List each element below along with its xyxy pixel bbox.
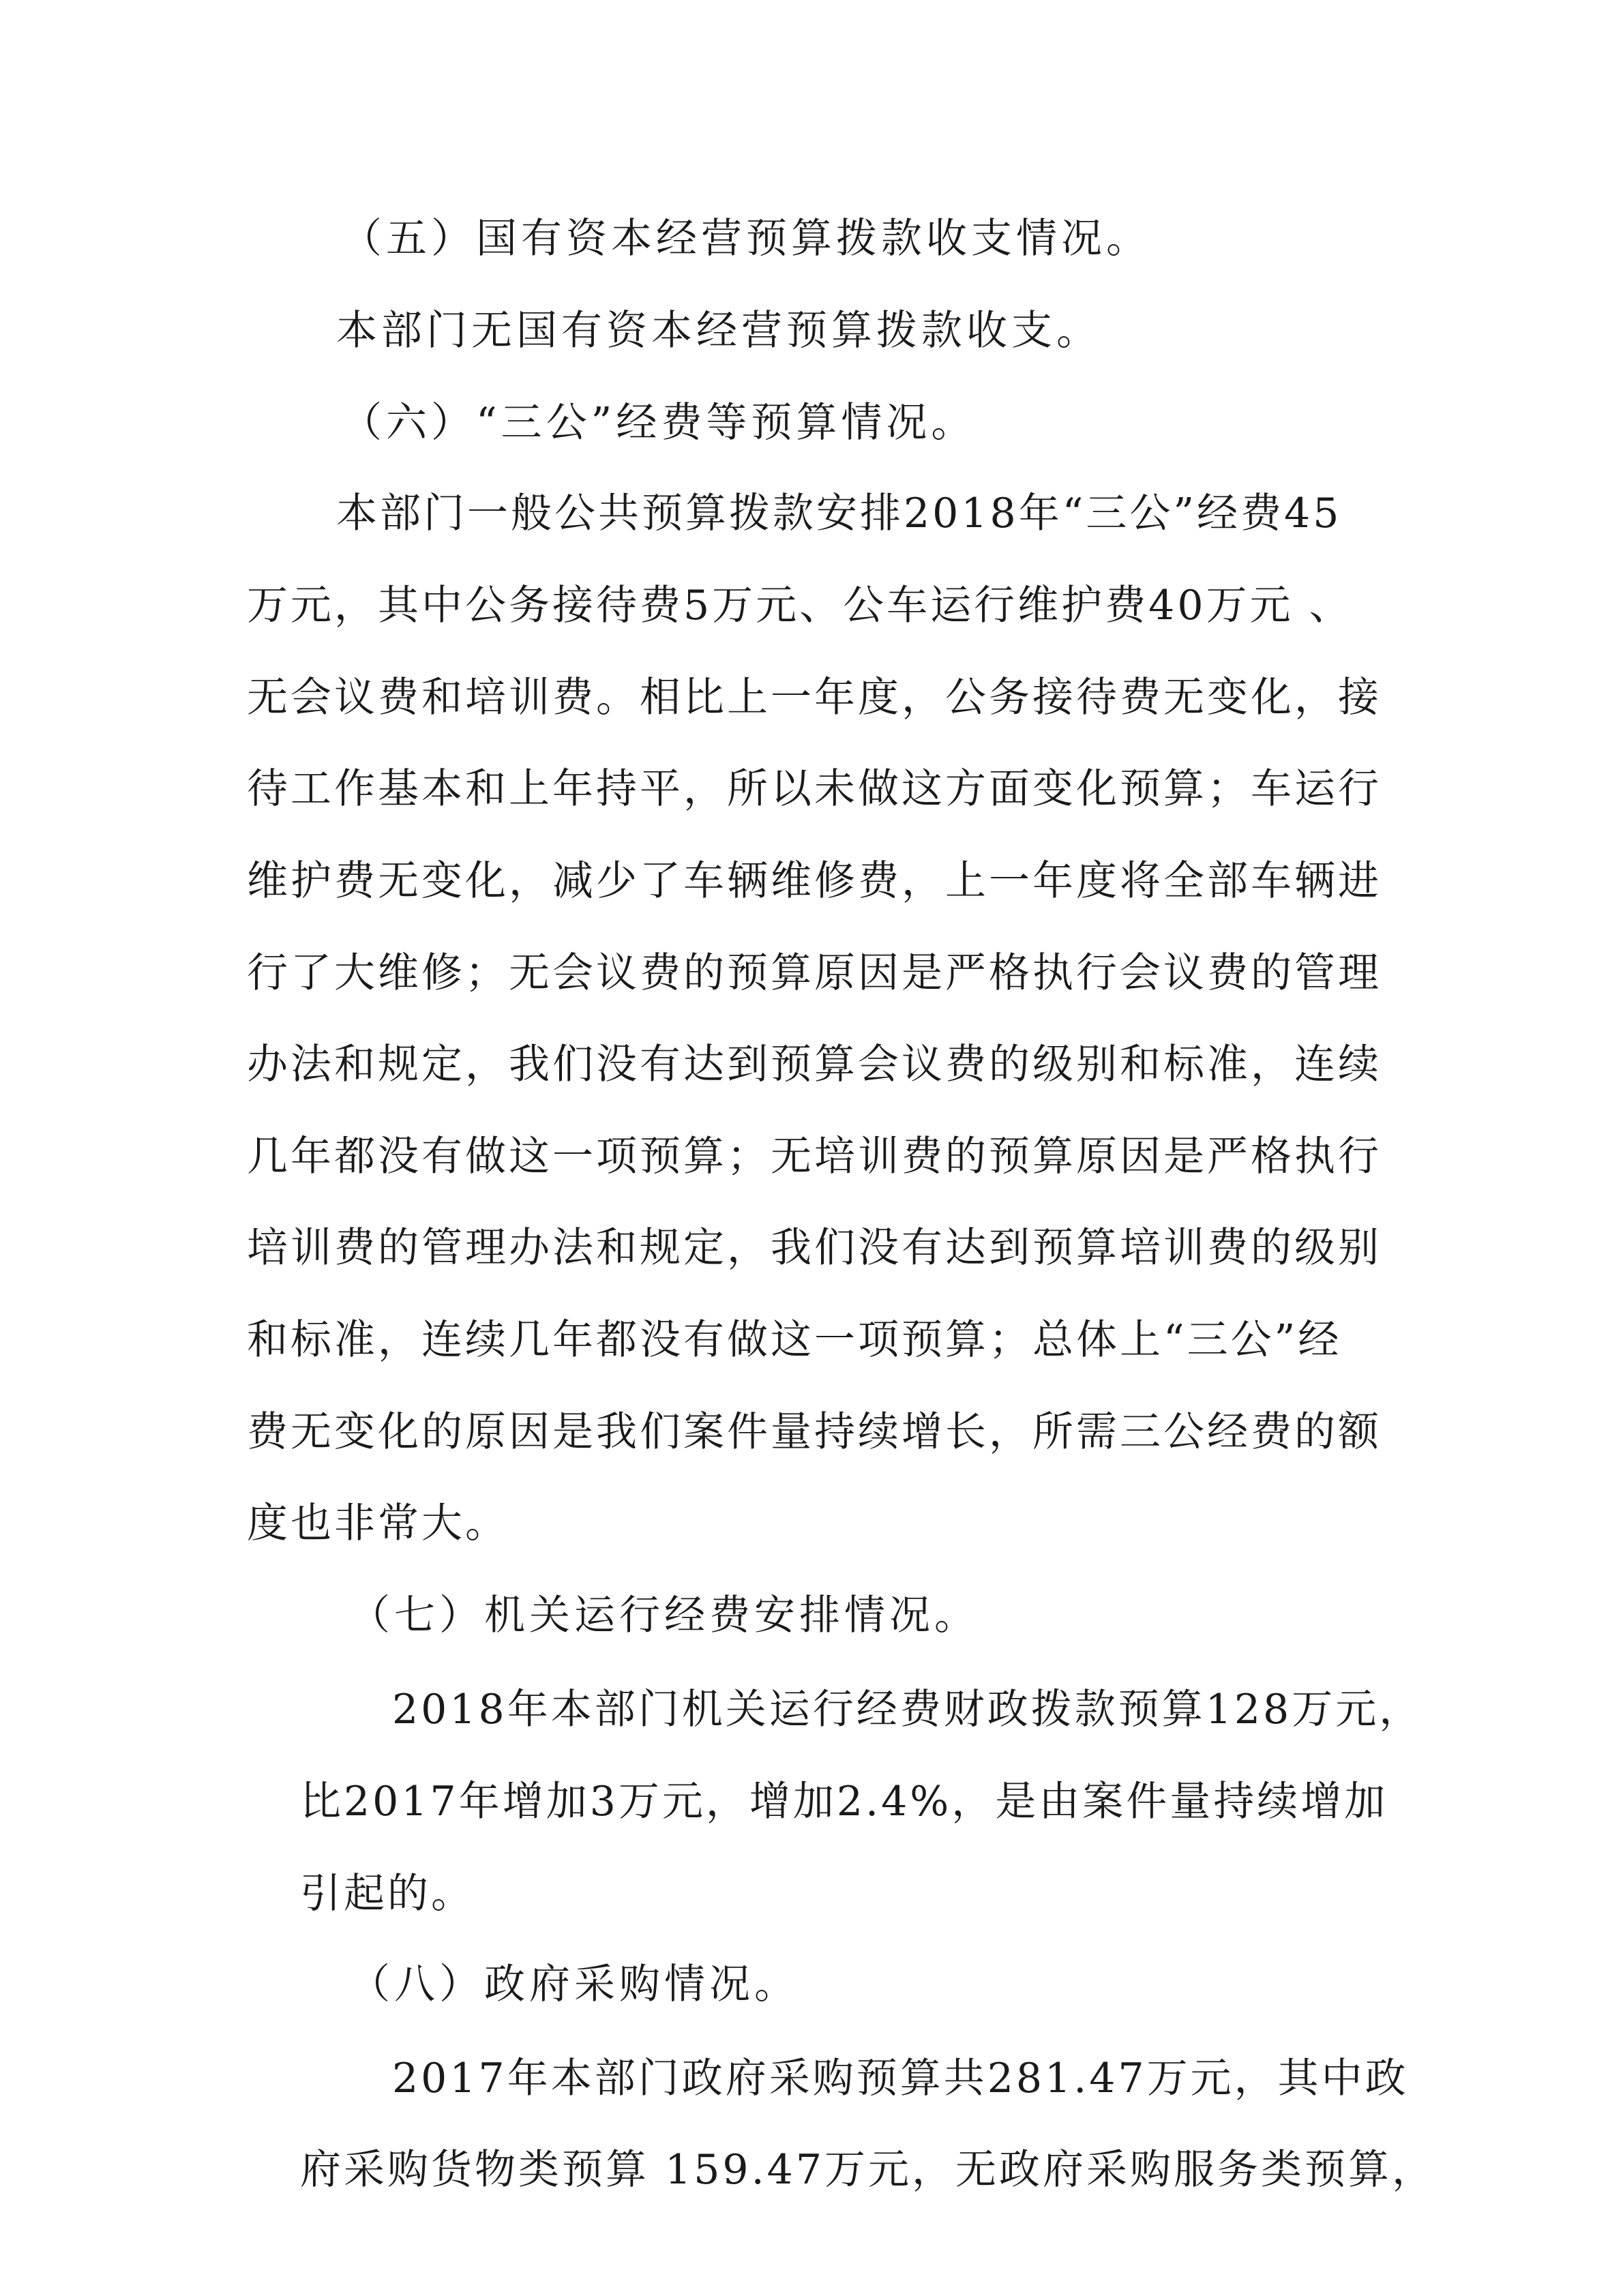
- section-heading-6: （六）“三公”经费等预算情况。: [341, 399, 977, 447]
- paragraph-line: 引起的。: [300, 1870, 475, 1918]
- paragraph-line: 无会议费和培训费。相比上一年度，公务接待费无变化，接: [247, 674, 1382, 721]
- section-heading-5: （五）国有资本经营预算拨款收支情况。: [341, 215, 1151, 263]
- paragraph-line: 府采购货物类预算 159.47万元，无政府采购服务类预算，: [300, 2146, 1436, 2194]
- paragraph-line: 行了大维修；无会议费的预算原因是严格执行会议费的管理: [247, 949, 1382, 997]
- paragraph-line: 待工作基本和上年持平，所以未做这方面变化预算；车运行: [247, 765, 1382, 813]
- paragraph-line: 几年都没有做这一项预算；无培训费的预算原因是严格执行: [247, 1133, 1382, 1180]
- paragraph-line: 万元，其中公务接待费5万元、公车运行维护费40万元 、: [247, 582, 1353, 629]
- paragraph-line: 本部门无国有资本经营预算拨款收支。: [336, 307, 1101, 355]
- paragraph-line: 维护费无变化，减少了车辆维修费，上一年度将全部车辆进: [247, 857, 1382, 905]
- paragraph-line: 2017年本部门政府采购预算共281.47万元，其中政: [392, 2055, 1409, 2102]
- paragraph-line: 度也非常大。: [247, 1500, 509, 1547]
- section-heading-8: （八）政府采购情况。: [349, 1960, 799, 2008]
- paragraph-line: 培训费的管理办法和规定，我们没有达到预算培训费的级别: [247, 1224, 1382, 1272]
- paragraph-line: 比2017年增加3万元，增加2.4%，是由案件量持续增加: [300, 1778, 1388, 1825]
- paragraph-line: 办法和规定，我们没有达到预算会议费的级别和标准，连续: [247, 1041, 1382, 1088]
- paragraph-line: 本部门一般公共预算拨款安排2018年“三公”经费45: [336, 490, 1342, 537]
- paragraph-line: 2018年本部门机关运行经费财政拨款预算128万元，: [392, 1686, 1423, 1733]
- paragraph-line: 费无变化的原因是我们案件量持续增长，所需三公经费的额: [247, 1408, 1382, 1456]
- section-heading-7: （七）机关运行经费安排情况。: [349, 1592, 979, 1639]
- paragraph-line: 和标准，连续几年都没有做这一项预算；总体上“三公”经: [247, 1316, 1342, 1364]
